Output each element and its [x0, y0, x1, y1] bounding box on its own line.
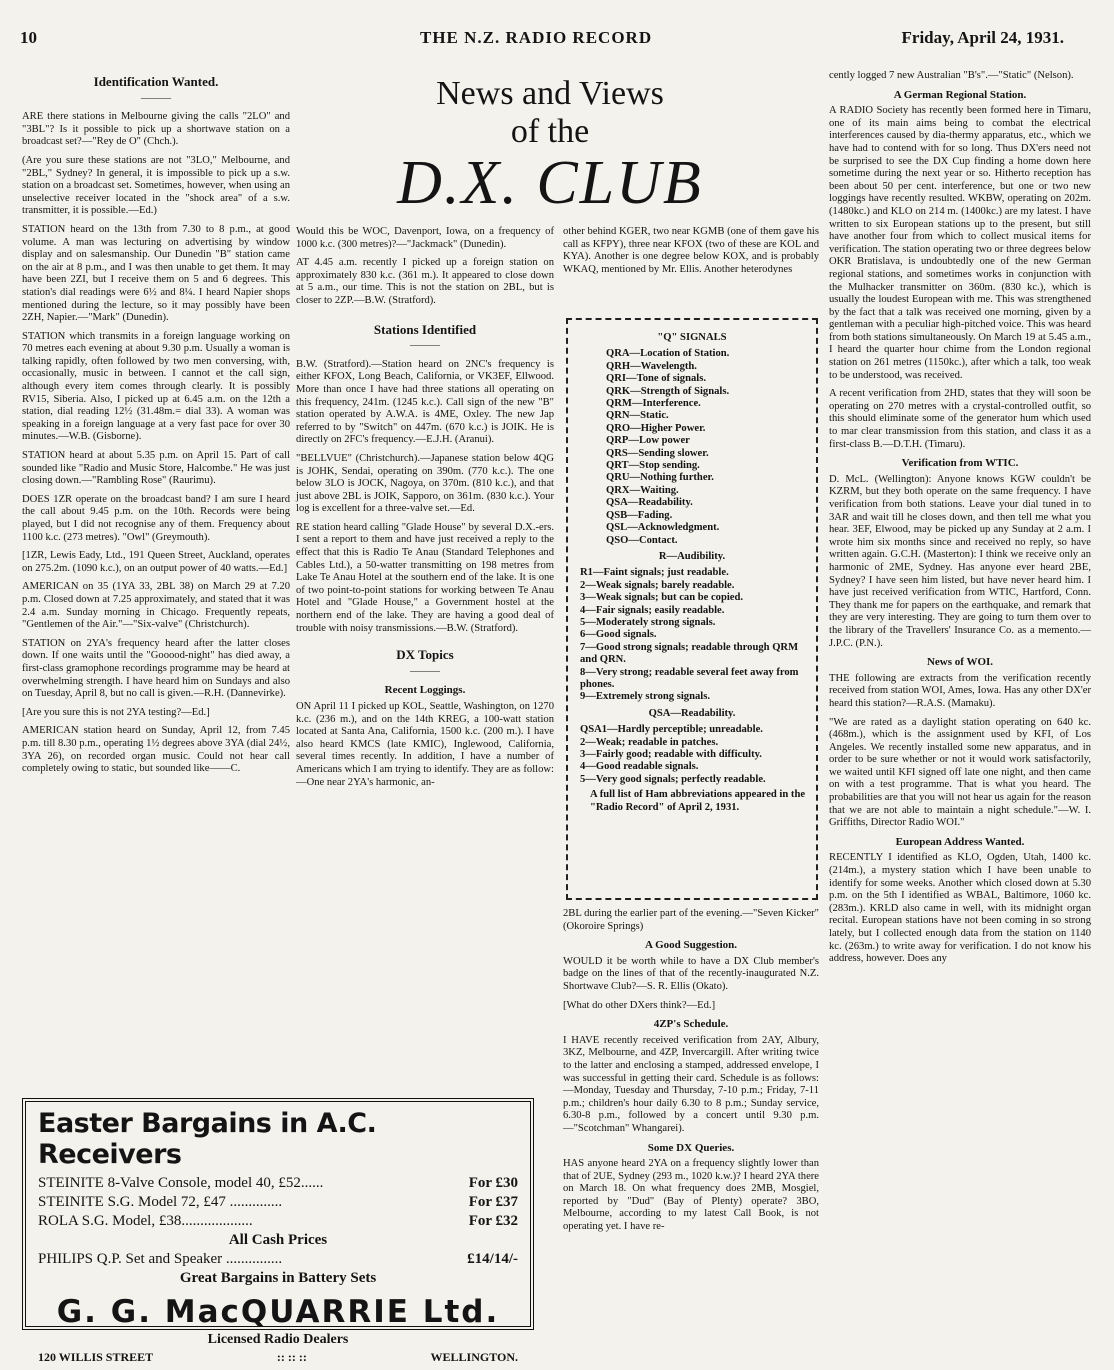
paragraph: ARE there stations in Melbourne giving the calls "2LO" and "3BL"? Is it possible to pick up a shortwave station on a broadcast set?—"Rey de O" (Chch.). [22, 111, 290, 148]
ad-battery-sets: Great Bargains in Battery Sets [179, 1270, 377, 1286]
paragraph: HAS anyone heard 2YA on a frequency slightly lower than that of 2UE, Sydney (293 m., 1020 k.w.)? I heard 2YA there on March 18. On what frequency does 2MB, Mosgiel, reported by "Dud" (Bay of Plenty) operate? 3BO, Melbourne, according to my latest Call Book, is not operating yet. I have re- [563, 1158, 819, 1233]
paragraph: AT 4.45 a.m. recently I picked up a foreign station on approximately 830 k.c. (361 m.). It appeared to close down at 5 a.m., our time. This is not the station on 2BL, but is closer to 2ZP.—B.W. (Stratford). [296, 257, 554, 306]
ad-licensed: Licensed Radio Dealers [207, 1332, 349, 1347]
paragraph: DOES 1ZR operate on the broadcast band? I am sure I heard the call about 9.45 p.m. on the 10th. Records were being played, but I did not recognise any of them. Frequency about 1100 k.c. (273 metres). "Owl" (Greymouth). [22, 493, 290, 543]
paragraph: 2BL during the earlier part of the evening.—"Seven Kicker" (Okoroire Springs) [563, 908, 819, 932]
paragraph: B.W. (Stratford).—Station heard on 2NC's frequency is either KFOX, Long Beach, California, or VK3EF, Ellwood. More than once I have had three stations all operating on this frequency, 241m. (1245 k.c.). Call sign of the new "B" station operated by A.W.A. is 4ME, Oxley. The new Jap referred to by "Switch" on 447m. (670 k.c.) is JOIK. He is directly on 2FC's frequency.—E.J.H. (Aranui). [296, 358, 554, 446]
paragraph: [Are you sure this is not 2YA testing?—Ed.] [22, 706, 210, 718]
ad-row: STEINITE 8-Valve Console, model 40, £52...... For £30 [38, 1175, 518, 1191]
paragraph: Would this be WOC, Davenport, Iowa, on a frequency of 1000 k.c. (300 metres)?—"Jackmack" (Dunedin). [296, 226, 554, 250]
heading-stations-identified: Stations Identified [373, 321, 477, 337]
page-header [20, 28, 1094, 58]
heading-dx-topics: DX Topics [396, 647, 454, 663]
heading-good-suggestion: A Good Suggestion. [645, 939, 737, 952]
paragraph: THE following are extracts from the verification recently received from station WOI, Ames, Iowa. Has any other DX'er heard this station?—R.A.S. (Mamaku). [829, 672, 1091, 709]
paragraph: A RADIO Society has recently been formed here in Timaru, one of its main aims being to combat the electrical interferences caused by dia-thermy apparatus, etc., which we have had to contend with for so long. Thus DX'ers need not be surprised to see the DX Cup finding a home down here sometime during the next year or so. Hitherto reception has been about 50 per cent. interference, but one or two new loggings have recently resulted. WKBW, operating on 202m. (1480kc.) and KLO on 214 m. (1400kc.) are my latest. I have written to six European stations up to the present, but still have another four from which to collect musical items for verification. The station operating two or three degrees below OKR Bratislava, is undoubtedly one of the new German regional stations, and sometimes works in conjunction with the Mulhacker transmitter on 360m. (830 kc.), which is usually the loudest European with me. This was strengthened by the fact that a talk was received one morning, given by a gentleman with a peculiar high-pitched voice. This was heard from both stations simultaneously. On March 19 at 5.45 a.m., I heard the quarter hour chime from the London regional station on 261 metres (1150kc.), after which a talk, too weak to be understood, was received. [829, 105, 1091, 381]
issue-date: Friday, April 24, 1931. [901, 28, 1064, 47]
q-list: QRA—Location of Station. QRH—Wavelength. QRI—Tone of signals. QRK—Strength of Signals. QRM—Interference. QRN—Static. QRO—Higher Power. QRP—Low power QRS—Sending slower. QRT—Stop sending. QRU—Nothing further. QRX—Waiting. QSA—Readability. QSB—Fading. QSL—Acknowledgment. QSO—Contact. [606, 348, 730, 546]
ad-row: PHILIPS Q.P. Set and Speaker ............... £14/14/- [38, 1251, 518, 1267]
paragraph: STATION which transmits in a foreign language working on 70 metres each evening at about 9.30 p.m. Usually a woman is talking rapidly, often followed by two men conversing, with, occasionally, music in between. I cannot et the call sign, although every item comes through clearly. It is possibly RV15, Siberia. Also, I picked up at 6.45 a.m. on the 12th a station, dial reading 12½ (31.48m.= dial 33). A woman was speaking in a foreign language at a very fast pace for over 30 minutes.—W.B. (Gisborne). [22, 330, 290, 443]
paragraph: (Are you sure these stations are not "3LO," Melbourne, and "2BL," Sydney? In general, it is impossible to pick up a s.w. station on a broadcast set. Sometimes, however, when using an unselective receiver located in the "shock area" of a s.w. transmitter, it is possible.—Ed.) [22, 154, 290, 217]
paragraph: D. McL. (Wellington): Anyone knows KGW couldn't be KZRM, but they both operate on the same frequency. I have verification from both stations. Leave your dial tuned in to 3AR and wait till he closes down, and then tell me what you hear. 3EF, Elwood, may be picked up any Sunday at 2 a.m. I wrote him six months since and received no reply, so have written again. G.C.H. (Masterton): I think we receive only an harmonic of 2ME, Sydney. Has anyone ever heard 2BE, Sydney? I have seen him listed, but have never heard him. I have just received verification from WTIC, Hartford, Conn. They thank me for papers on the earthquake, and remark that they are very interesting. They are going to turn them over to the library of the Travellers' Insurance Co. as a memento.—J.P.C. (P.N.). [829, 473, 1091, 649]
paragraph: RECENTLY I identified as KLO, Ogden, Utah, 1400 kc. (214m.), a mystery station which I have been unable to identify for some weeks. Another which closed down at 5.30 p.m. on the 5th I identified as WBAL, Baltimore, 1060 kc. (283m.). KRLD also came in well, with its midnight organ recital. European stations have not been coming in so strong lately, but I collected enough data from the station on 1140 kc. (263m.) to write away for verification. I do not know his address, however. Does any [829, 852, 1091, 965]
heading-identification: Identification Wanted. [93, 74, 219, 89]
paragraph: cently logged 7 new Australian "B's".—"Static" (Nelson). [829, 70, 1074, 81]
section-title [380, 74, 720, 216]
ad-company-name: G. G. MacQUARRIE Ltd. [56, 1294, 500, 1330]
paragraph: STATION heard at about 5.35 p.m. on April 15. Part of call sounded like "Radio and Music Store, Halcombe." He was just closing down.—"Rambling Rose" (Raurimu). [22, 450, 290, 487]
qsa-list: QSA1—Hardly perceptible; unreadable. 2—Weak; readable in patches. 3—Fairly good; readable with difficulty. 4—Good readable signals. 5—Very good signals; perfectly readable. [580, 724, 766, 785]
heading-european-address: European Address Wanted. [895, 835, 1025, 848]
heading-recent-loggings: Recent Loggings. [384, 684, 466, 697]
column-3-top [563, 226, 819, 282]
column-4 [829, 70, 1091, 972]
column-3-bottom [563, 908, 819, 1240]
heading-german-regional: A German Regional Station. [893, 88, 1027, 101]
heading-4zp-schedule: 4ZP's Schedule. [653, 1018, 729, 1031]
heading-dx-queries: Some DX Queries. [647, 1141, 735, 1154]
paragraph: "We are rated as a daylight station operating on 640 kc. (468m.), which is the assignment used by KFI, of Los Angeles. We recently installed some new apparatus, and in order to be sure whether or not it would work satisfactorily, we waited until KFI signed off late one night, and then came on with a test programme. That is what you heard. The probabilities are that you will not hear us again for the reason that we are not able to maintain a night schedule."—W. I. Griffiths, Director Radio WOI." [829, 716, 1091, 829]
r-list: R1—Faint signals; just readable. 2—Weak signals; barely readable. 3—Weak signals; but can be copied. 4—Fair signals; easily readable. 5—Moderately strong signals. 6—Good signals. 7—Good strong signals; readable through QRM and QRN. 8—Very strong; readable several feet away from phones. 9—Extremely strong signals. [580, 567, 799, 703]
paragraph: "BELLVUE" (Christchurch).—Japanese station below 4QG is JOHK, Sendai, operating on 390m. (770 k.c.). The one below 3LO is JOCK, Nagoya, on 370m. (810 k.c.), and that just above 2BL is JOIK, Sapporo, on 361m. (830 k.c.). Your log is excellent for a three-valve set.—Ed. [296, 452, 554, 515]
heading-verification-wtic: Verification from WTIC. [901, 457, 1019, 470]
paragraph: STATION heard on the 13th from 7.30 to 8 p.m., at good volume. A man was lecturing on advertising by window display and on salesmanship. Our Dunedin "B" station came on the air at 8 p.m., and I was then unable to get them. It may have been 2ZI, but I receive them on 5 and 6 degrees. This station's dial readings were 6½ and 8¼. I heard Napier shops mentioned during the lecture, so it may possibly have been 2ZH, Napier.—"Mark" (Dunedin). [22, 223, 290, 324]
paragraph: STATION on 2YA's frequency heard after the latter closes down. If one waits until the "Gooood-night" has died away, a first-class gramophone recordings programme may be heard at overwhelming strength. I have heard him on Sundays and also on Tuesday, April 8, but no call is given.—R.H. (Dannevirke). [22, 637, 290, 700]
q-signals-title: "Q" SIGNALS [657, 332, 727, 343]
ad-headline: Easter Bargains in A.C. Receivers [38, 1108, 377, 1170]
ad-row: ROLA S.G. Model, £38................... For £32 [38, 1213, 518, 1229]
paragraph: other behind KGER, two near KGMB (one of them gave his call as KFPY), three near KFOX (two of these are KOL and KYA). Another is one degree below KOX, and is probably WKAQ, mentioned by Mr. Ellis. Another heterodynes [563, 226, 819, 275]
r-audibility-title: R—Audibility. [658, 550, 726, 562]
paragraph: [What do other DXers think?—Ed.] [563, 999, 716, 1011]
paragraph: AMERICAN station heard on Sunday, April 12, from 7.45 p.m. till 8.30 p.m., operating 1½ degrees above 3YA (dial 24½, 3YA 26), on recorded organ music. Could not hear call completely owing to static, but sounded like——C. [22, 725, 290, 775]
ad-address: 120 WILLIS STREET :: :: :: WELLINGTON. [38, 1350, 518, 1364]
publication-title: THE N.Z. RADIO RECORD [420, 28, 653, 47]
ad-cash-prices: All Cash Prices [228, 1232, 328, 1248]
q-signals-box [566, 318, 818, 900]
paragraph: I HAVE recently received verification from 2AY, Albury, 3KZ, Melbourne, and 4ZP, Invercargill. After writing twice to the latter and enclosing a stamped, addressed envelope, I was successful in getting their card. Schedule is as follows:—Monday, Tuesday and Thursday, 7-10 p.m.; Friday, 7-11 p.m.; children's hour daily 6.30 to 8 p.m.; Sunday service, 6.30-8 p.m., followed by a concert until 9.30 p.m.—"Scotchman" Whangarei). [563, 1034, 819, 1134]
qsa-readability-title: QSA—Readability. [648, 707, 736, 719]
page-number: 10 [20, 28, 37, 47]
paragraph: RE station heard calling "Glade House" by several D.X.-ers. I sent a report to them and have just received a reply to the effect that this is Radio Te Anau (Standard Telephones and Cables Ltd.), a 50-watter transmitting on 198 metres from Lake Te Anau Hotel at the southern end of the lake. It is one of two point-to-point stations for working between Te Anau Hotel and "Glade House," a Government hostel at the northern end of the lake. They are having a good deal of trouble with noisy transmissions.—B.W. (Stratford). [296, 521, 554, 634]
title-line-3: D.X. CLUB [397, 149, 703, 217]
title-line-1: News and Views [436, 75, 664, 112]
q-signals-note: A full list of Ham abbreviations appeared in the "Radio Record" of April 2, 1931. [590, 789, 806, 813]
paragraph: WOULD it be worth while to have a DX Club member's badge on the lines of that of the recently-inaugurated N.Z. Shortwave Club?—S. R. Ellis (Okato). [563, 955, 819, 992]
advertisement-macquarrie [22, 1098, 534, 1364]
heading-news-of-woi: News of WOI. [926, 656, 994, 669]
column-2: Would this be WOC, Davenport, Iowa, on a frequency of 1000 k.c. (300 metres)?—"Jackmack" (Dunedin). AT 4.45 a.m. recently I picked up a foreign station on approximately 830 k.c. (361 m.). It appeared to close down at 5 a.m., our time. This is not the station on 2BL, but is closer to 2ZP.—B.W. (Stratford). Stations Identified ——— B.W. (Stratford).—Station heard on 2NC's frequency is either KFOX, Long Beach, California, or VK3EF, Ellwood. More than once I have had three stations all operating on this frequency, 241m. (1245 k.c.). Call sign of the new "B" station operated by A.W.A. is 4ME, Oxley. The new Jap referred to by "Switch" on 447m. (670 k.c.) is JOIK. He is directly on 2FC's frequency.—E.J.H. (Aranui). "BELLVUE" (Christchurch).—Japanese station below 4QG is JOHK, Sendai, operating on 390m. (770 k.c.). The one below 3LO is JOCK, Nagoya, on 370m. (810 k.c.), and that just above 2BL is JOIK, Sapporo, on 361m. (830 k.c.). Your log is excellent for a three-valve set.—Ed. RE station heard calling "Glade House" by several D.X.-ers. I sent a report to them and have just received a reply to the effect that this is Radio Te Anau (Standard Telephones and Cables Ltd.), a 50-watter transmitting on 198 metres from Lake Te Anau Hotel at the southern end of the lake. It is one of two point-to-point stations for working between Te Anau Hotel and "Glade House," a Government hostel at the northern end of the lake. They are having a good deal of trouble with noisy transmissions.—B.W. (Stratford). DX Topics ——— Recent Loggings. ON April 11 I picked up KOL, Seattle, Washington, on 1270 k.c. (236 m.), and on the 14th KREG, a 100-watt station located at Santa Ana, California, 1500 k.c. (200 m.). I have also heard KMCS (late KMIC), Inglewood, California, several times recently. In addition, I have a number of Americans which I am trying to identify. They are as follow:—One near 2YA's harmonic, an- [296, 226, 554, 788]
column-1: Identification Wanted. ——— ARE there stations in Melbourne giving the calls "2LO" and "3BL"? Is it possible to pick up a shortwave station on a broadcast set?—"Rey de O" (Chch.). (Are you sure these stations are not "3LO," Melbourne, and "2BL," Sydney? In general, it is impossible to pick up a s.w. station on a broadcast set. Sometimes, however, when using an unselective receiver located in the "shock area" of a s.w. transmitter, it is possible.—Ed.) STATION heard on the 13th from 7.30 to 8 p.m., at good volume. A man was lecturing on advertising by window display and on salesmanship. Our Dunedin "B" station came on the air at 8 p.m., and I was then unable to get them. It may have been 2ZI, but I receive them on 5 and 6 degrees. This station's dial readings were 6½ and 8¼. I heard Napier shops mentioned during the lecture, so it may possibly have been 2ZH, Napier.—"Mark" (Dunedin). STATION which transmits in a foreign language working on 70 metres each evening at about 9.30 p.m. Usually a woman is talking rapidly, often followed by two men conversing, with, occasionally, music in between. I cannot et the call sign, although every item comes through clearly. It is possibly RV15, Siberia. Also, I picked up at 6.45 a.m. on the 12th a station, dial reading 12½ (31.48m.= dial 33). A woman was speaking in a foreign language at a very fast pace for over 30 minutes.—W.B. (Gisborne). STATION heard at about 5.35 p.m. on April 15. Part of call sounded like "Radio and Music Store, Halcombe." He was just closing down.—"Rambling Rose" (Raurimu). DOES 1ZR operate on the broadcast band? I am sure I heard the call about 9.45 p.m. on the 10th. Records were being played, but I did not recognise any of them. Frequency about 1100 k.c. (273 metres). "Owl" (Greymouth). [1ZR, Lewis Eady, Ltd., 191 Queen Street, Auckland, operates on 275.2m. (1090 k.c.), on an output power of 40 watts.—Ed.] AMERICAN on 35 (1YA 33, 2BL 38) on March 29 at 7.20 p.m. Closed down at 7.25 approximately, and stated that it was 2.4 a.m. Sunday morning in Chicago. Frequently repeats, "Gentlemen of the Air."—"Six-valve" (Christchurch). STATION on 2YA's frequency heard after the latter closes down. If one waits until the "Gooood-night" has died away, a first-class gramophone recordings programme may be heard at overwhelming strength. I have heard him on Sundays and also on Tuesday, April 8, but no call is given.—R.H. (Dannevirke). [Are you sure this is not 2YA testing?—Ed.] AMERICAN station heard on Sunday, April 12, from 7.45 p.m. till 8.30 p.m., operating 1½ degrees above 3YA (dial 24½, 3YA 26), on recorded organ music. Could not hear call completely owing to static, but sounded like——C. [22, 74, 290, 775]
paragraph: AMERICAN on 35 (1YA 33, 2BL 38) on March 29 at 7.20 p.m. Closed down at 7.25 approximately, and stated that it was 2.4 a.m. Sunday morning in Chicago. Frequently repeats, "Gentlemen of the Air."—"Six-valve" (Christchurch). [22, 581, 290, 631]
paragraph: [1ZR, Lewis Eady, Ltd., 191 Queen Street, Auckland, operates on 275.2m. (1090 k.c.), on an output power of 40 watts.—Ed.] [22, 550, 290, 574]
ad-row: STEINITE S.G. Model 72, £47 .............. For £37 [38, 1194, 518, 1210]
paragraph: A recent verification from 2HD, states that they will soon be operating on 270 metres with a crystal-controlled outfit, so this should eliminate some of the generator hum which used to mar clear transmission from this station, and class it as a first-class B.—D.T.H. (Timaru). [829, 388, 1091, 450]
paragraph: ON April 11 I picked up KOL, Seattle, Washington, on 1270 k.c. (236 m.), and on the 14th KREG, a 100-watt station located at Santa Ana, California, 1500 k.c. (200 m.). I have also heard KMCS (late KMIC), Inglewood, California, several times recently. In addition, I have a number of Americans which I am trying to identify. They are as follow:—One near 2YA's harmonic, an- [296, 701, 554, 788]
title-line-2: of the [510, 113, 590, 150]
